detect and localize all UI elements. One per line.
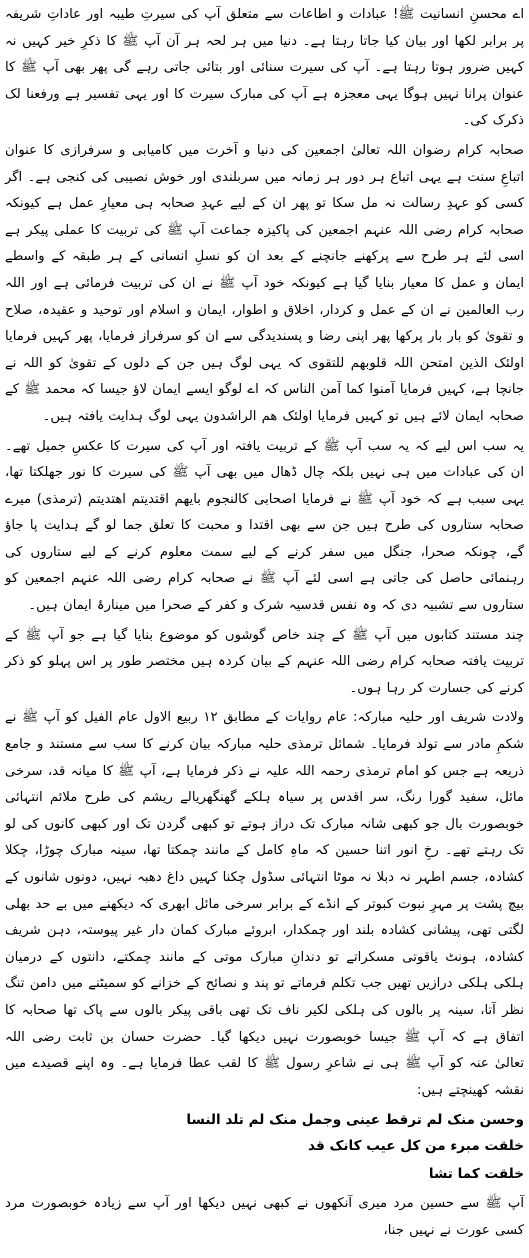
paragraph-sources: چند مستند کتابوں میں آپ ﷺ کے چند خاص گوشوں کو موضوع بنایا گیا ہے جو آپ ﷺ کے تربیت یافتہ صحابہ کرام رضی اللہ عنہم کے بیان کردہ ہیں مختصر طور پر اس پہلو کو ذکر کرنے کی جسارت کر رہا ہوں۔ bbox=[5, 627, 524, 696]
paragraph-closing: آپ ﷺ سے حسین مرد میری آنکھوں نے کبھی نہیں دیکھا اور آپ سے زیادہ خوبصورت مرد کسی عورت نے نہیں جنا، bbox=[5, 1196, 524, 1238]
verse-right-half: وحسن منک لم ترقط عینی وجمل منک لم تلد النسا bbox=[186, 1112, 524, 1129]
paragraph-tarbiyat: یہ سب اس لیے کہ یہ سب آپ ﷺ کے تربیت یافتہ اور آپ کی سیرت کا عکسِ جمیل تھے۔ ان کی عبادات میں ہی نہیں بلکہ چال ڈھال میں بھی آپ ﷺ کی سیرت کا نور جھلکتا تھا، یہی سبب ہے کہ خود آپ ﷺ نے فرمایا اصحابی کالنجوم بایھم اقتدیتم اھتدیتم (ترمذی) میرے صحابہ ستاروں کی طرح ہیں جن سے بھی اقتدا و محبت کا تعلق جما لو گے ہدایت پا جاؤ گے، چونکہ صحرا، جنگل میں سفر کرنے کے لیے سمت معلوم کرنے کے لیے ستاروں کی رہنمائی حاصل کی جاتی ہے اسی لئے آپ ﷺ نے صحابہ کرام رضی اللہ عنہم اجمعین کو ستاروں سے تشبیہ دی کہ وہ نفس قدسیہ شرک و کفر کے صحرا میں مینارۂ ایمان ہیں۔ bbox=[5, 438, 524, 614]
paragraph-sahaba: صحابہ کرام رضوان اللہ تعالیٰ اجمعین کی دنیا و آخرت میں کامیابی و سرفرازی کا عنوان اتباعِ سنت ہے یہی اتباع ہر دور ہر زمانہ میں سربلندی اور خوش نصیبی کی کنجی ہے۔ اگر کسی کو عہدِ رسالت نہ مل سکا تو پھر ان کے لیے عہدِ صحابہ ہی معیارِ عمل ہے کیونکہ صحابہ کرام رضی اللہ عنہم اجمعین کی پاکیزہ جماعت آپ ﷺ کی تربیت کا عملی پیکر ہے اسی لئے ہر طرح سے پرکھنے جانچنے کے بعد ان کو نسلِ انسانی کے ہر طبقہ کے واسطے ایمان و عمل کا معیار بنایا گیا ہے کیونکہ خود آپ ﷺ نے ان کی تربیت فرمائی ہے اور اللہ رب العالمین نے ان کے عمل و کردار، اخلاق و اطوار، ایمان و اسلام اور توحید و عقیدہ، صلاح و تقویٰ کو بار بار پرکھا پھر اپنی رضا و پسندیدگی سے ان کو سرفراز فرمایا، پھر کہیں فرمایا اولئک الذین امتحن اللہ قلوبھم للتقوی کہ یہی لوگ ہیں جن کے دلوں کے تقویٰ کو اللہ نے جانچا ہے، کہیں فرمایا آمنوا کما آمن الناس کہ اے لوگو ایسے ایمان لاؤ جیسا کہ محمد ﷺ کے صحابہ ایمان لائے ہیں تو کہیں فرمایا اولئک ھم الراشدون یہی لوگ ہدایت یافتہ ہیں۔ bbox=[5, 142, 524, 424]
arabic-verse-ending: خلقت کما تشا bbox=[428, 1166, 524, 1183]
paragraph-intro: اے محسنِ انسانیت ﷺ! عبادات و اطاعات سے متعلق آپ کی سیرتِ طیبہ اور عاداتِ شریفہ پر برابر لکھا اور بیان کیا جاتا رہتا ہے۔ دنیا میں ہر لحہ ہر آن آپ ﷺ کا ذکرِ خیر کہیں نہ کہیں ضرور ہوتا رہتا ہے۔ آپ کی سیرت سنائی اور بتائی جاتی رہے گی پھر بھی آپ ﷺ کا عنوان پرانا نہیں ہوگا یہی معجزہ ہے آپ کی مبارک سیرت کا اور یہی تفسیر ہے ورفعنا لک ذکرک کی۔ bbox=[5, 7, 524, 129]
verse-left-half: خلقت مبرء من کل عیب کانک قد bbox=[308, 1138, 524, 1155]
paragraph-wiladat-hulya: ولادت شریف اور حلیہ مبارکہ: عام روایات کے مطابق ۱۲ ربیع الاول عام الفیل کو آپ ﷺ نے شکمِ مادر سے تولد فرمایا۔ شمائل ترمذی حلیہ مبارکہ بیان کرنے کا سب سے مستند و جامع ذریعہ ہے جس کو امام ترمذی رحمہ اللہ علیہ نے ذکر فرمایا ہے، آپ ﷺ کا میانہ قد، سرخی مائل، سفید گورا رنگ، سر اقدس پر سیاہ ہلکے گھنگھریالے ریشم کی طرح ملائم انتہائی خوبصورت بال جو کبھی شانہ مبارک تک دراز ہوتے تو کبھی گردن تک اور کبھی کانوں کی لو تک رہتے تھے۔ رخِ انور اتنا حسین کہ ماہِ کامل کے مانند چمکتا تھا، سینہ مبارک چوڑا، چکلا کشادہ، جسم اطہر نہ دبلا نہ موٹا انتہائی سڈول چکنا کہیں داغ دھبہ نہیں، دونوں شانوں کے بیچ پشت پر مہرِ نبوت کبوتر کے انڈے کے برابر سرخی مائل ابھری کہ دیکھنے میں بے حد بھلی لگتی تھی، پیشانی کشادہ بلند اور چمکدار، ابروئے مبارک کمان دار غیر پیوستہ، دہن شریف کشادہ، ہونٹ یاقوتی مسکراتے تو دندانِ مبارک موتی کے مانند چمکتے، دانتوں کے درمیان ہلکی ہلکی درازیں تھیں جب تکلم فرماتے تو پند و نصائح کے خزانے کو سمیٹنے میں دامن تنگ نظر آتا، سینہ پر بالوں کی ہلکی لکیر ناف تک تھی باقی پیکر بالوں سے پاک تھا صحابہ کا اتفاق ہے کہ آپ ﷺ جیسا خوبصورت نہیں دیکھا گیا۔ حضرت حسان بن ثابت رضی اللہ تعالیٰ عنہ کو آپ ﷺ ہی نے شاعرِ رسول ﷺ کا لقب عطا فرمایا ہے۔ وہ اپنے قصیدے میں نقشہ کھینچتے ہیں: bbox=[5, 710, 524, 1098]
arabic-verse-line bbox=[5, 1107, 524, 1159]
